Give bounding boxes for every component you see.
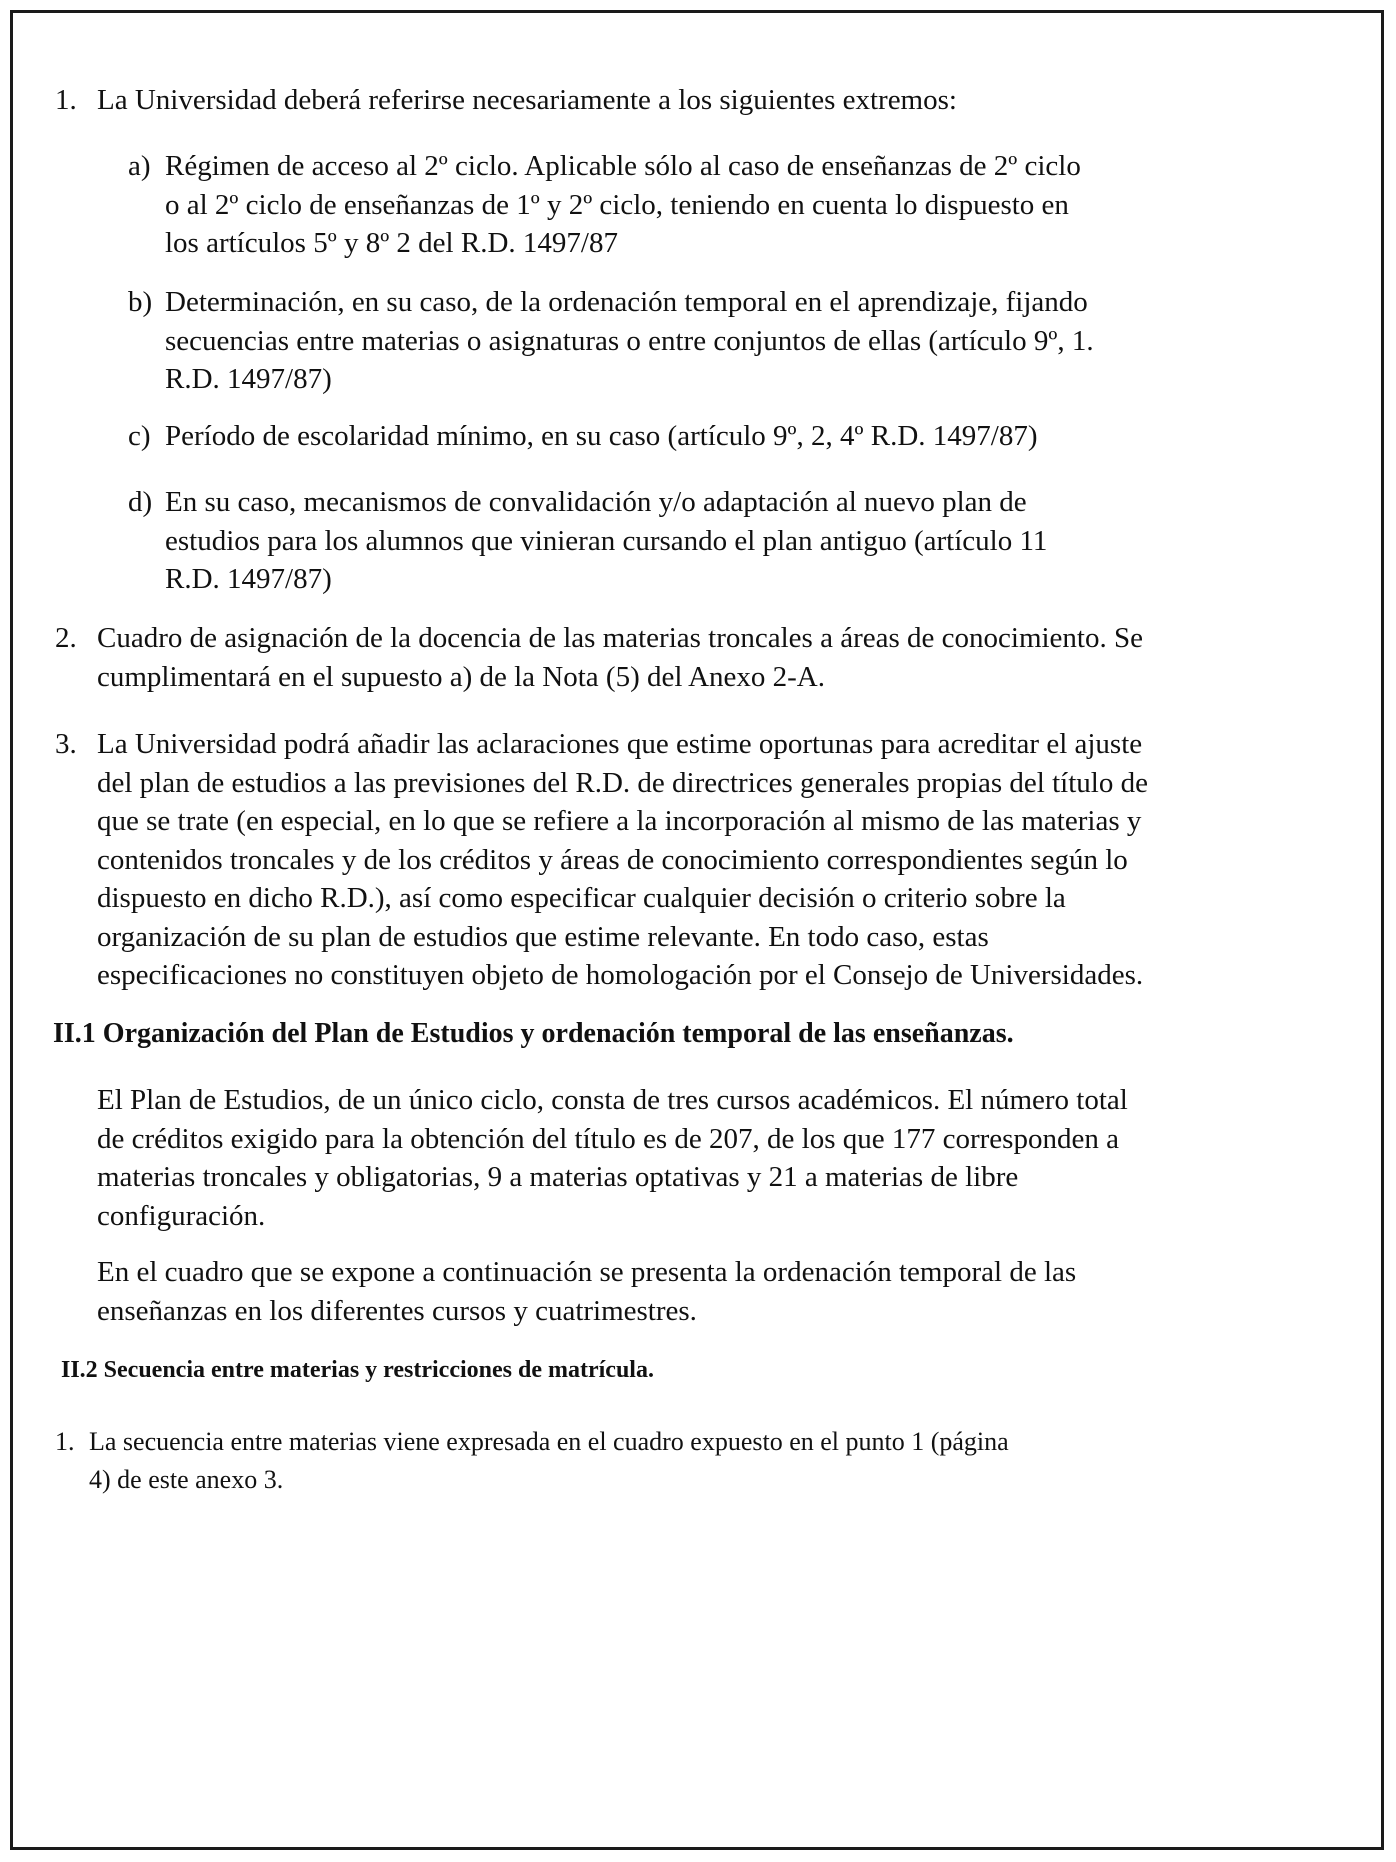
text-line: R.D. 1497/87)	[165, 363, 332, 395]
text-line: dispuesto en dicho R.D.), así como especificar cualquier decisión o criterio sobre la	[97, 882, 1066, 914]
item-2-text	[97, 619, 1335, 696]
item-1-text	[97, 81, 1297, 120]
text-line: estudios para los alumnos que vinieran cursando el plan antiguo (artículo 11	[165, 524, 1048, 557]
text-line: 4) de este anexo 3.	[89, 1465, 284, 1494]
text-line: cumplimentará en el supuesto a) de la Nota (5) del Anexo 2-A.	[97, 660, 825, 693]
text-line: La secuencia entre materias viene expresada en el cuadro expuesto en el punto 1 (página	[89, 1427, 1009, 1456]
item-b-text	[165, 283, 1260, 399]
text-line: Determinación, en su caso, de la ordenación temporal en el aprendizaje, fijando	[165, 286, 1088, 318]
text-line: configuración.	[97, 1199, 266, 1232]
text-line: El Plan de Estudios, de un único ciclo, consta de tres cursos académicos. El número total	[97, 1084, 1128, 1116]
text-line: En el cuadro que se expone a continuación se presenta la ordenación temporal de las	[97, 1256, 1077, 1288]
text-line: especificaciones no constituyen objeto de homologación por el Consejo de Universidades.	[97, 959, 1144, 991]
section-heading-ii-2: II.2 Secuencia entre materias y restricciones de matrícula.	[61, 1357, 654, 1383]
text-line: organización de su plan de estudios que estime relevante. En todo caso, estas	[97, 920, 989, 953]
text-line: secuencias entre materias o asignaturas o entre conjuntos de ellas (artículo 9º, 1.	[165, 324, 1094, 357]
item-3-number: 3.	[55, 728, 77, 760]
item-c-label: c)	[128, 420, 151, 452]
text-line: materias troncales y obligatorias, 9 a materias optativas y 21 a materias de libre	[97, 1161, 1019, 1193]
text-line: de créditos exigido para la obtención del título es de 207, de los que 177 corresponden a	[97, 1122, 1119, 1155]
section-ii-2-item-number: 1.	[55, 1427, 75, 1456]
text-line: contenidos troncales y de los créditos y áreas de conocimiento correspondientes según lo	[97, 843, 1128, 876]
item-a-text	[165, 147, 1260, 263]
item-b-label: b)	[128, 286, 153, 318]
text-line: La Universidad podrá añadir las aclaraciones que estime oportunas para acreditar el ajuste	[97, 728, 1143, 760]
text-line: enseñanzas en los diferentes cursos y cuatrimestres.	[97, 1294, 697, 1327]
text-line: R.D. 1497/87)	[165, 563, 332, 595]
item-d-text	[165, 483, 1260, 599]
text-line: Período de escolaridad mínimo, en su caso (artículo 9º, 2, 4º R.D. 1497/87)	[165, 420, 1038, 452]
text-line: Régimen de acceso al 2º ciclo. Aplicable sólo al caso de enseñanzas de 2º ciclo	[165, 150, 1081, 182]
text-line: La Universidad deberá referirse necesariamente a los siguientes extremos:	[97, 84, 957, 116]
text-line: que se trate (en especial, en lo que se refiere a la incorporación al mismo de las materias y	[97, 805, 1142, 837]
text-line: En su caso, mecanismos de convalidación y/o adaptación al nuevo plan de	[165, 486, 1027, 518]
section-ii-2-item-text	[89, 1423, 1289, 1499]
item-3-text	[97, 725, 1335, 995]
item-2-number: 2.	[55, 622, 77, 654]
text-line: los artículos 5º y 8º 2 del R.D. 1497/87	[165, 227, 618, 259]
document-frame	[10, 10, 1384, 1850]
item-d-label: d)	[128, 486, 153, 518]
item-c-text	[165, 417, 1260, 456]
text-line: del plan de estudios a las previsiones del R.D. de directrices generales propias del título de	[97, 766, 1148, 799]
document-content	[13, 13, 1381, 1847]
section-ii-1-paragraph-2	[97, 1253, 1335, 1330]
section-ii-1-paragraph-1	[97, 1081, 1335, 1235]
item-1-number: 1.	[55, 84, 77, 116]
section-heading-ii-1: II.1 Organización del Plan de Estudios y ordenación temporal de las enseñanzas.	[53, 1018, 1014, 1049]
text-line: o al 2º ciclo de enseñanzas de 1º y 2º ciclo, teniendo en cuenta lo dispuesto en	[165, 188, 1069, 221]
item-a-label: a)	[128, 150, 151, 182]
text-line: Cuadro de asignación de la docencia de las materias troncales a áreas de conocimiento. Se	[97, 622, 1143, 654]
